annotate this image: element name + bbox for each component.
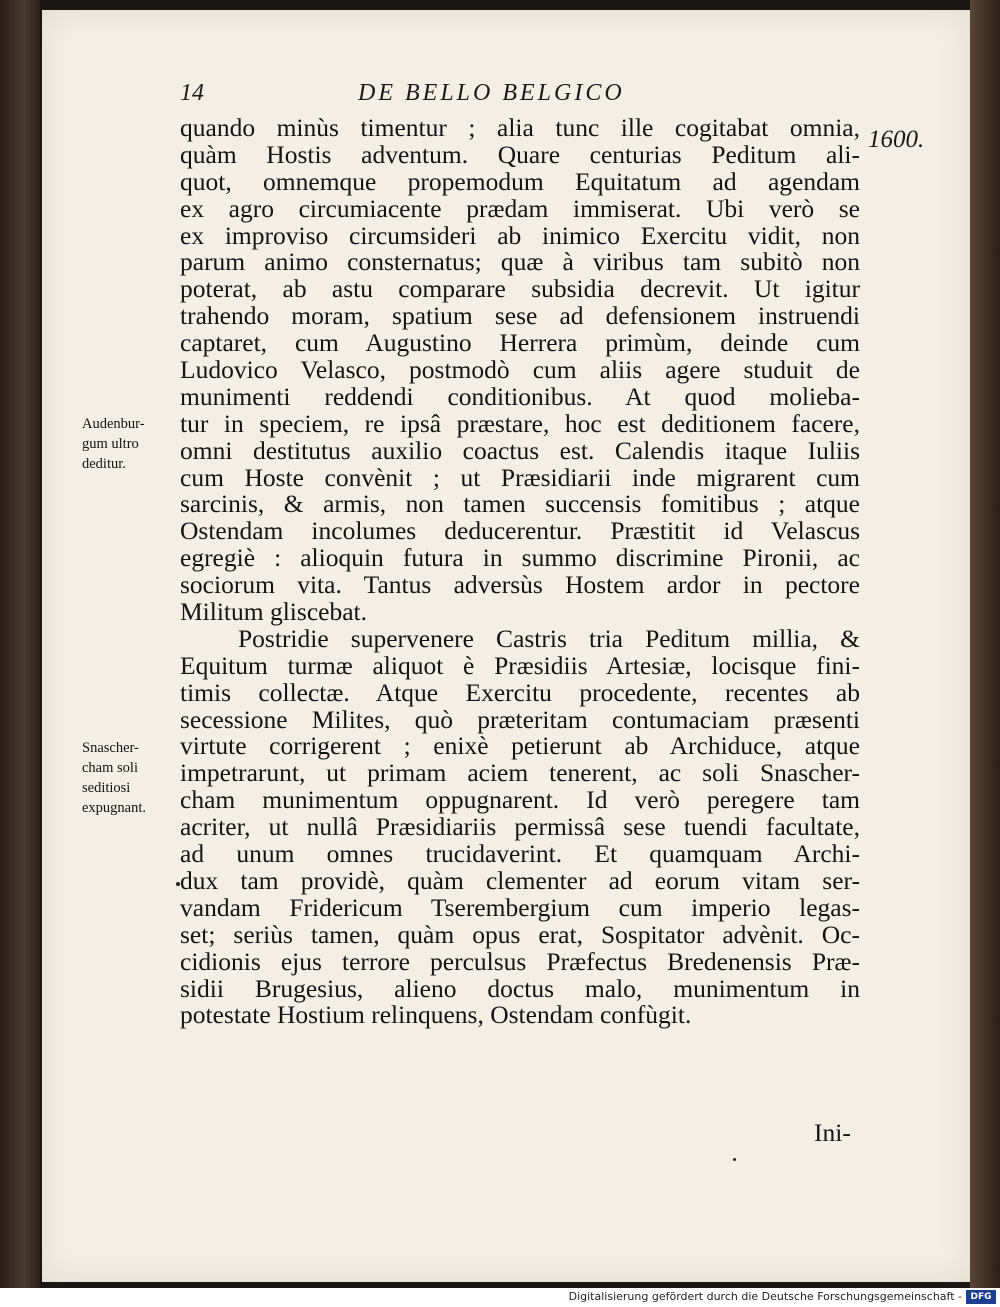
text-line: sociorum vita. Tantus adversùs Hostem ardor in pectore — [180, 570, 860, 600]
text-line: timis collectæ. Atque Exercitu procedente, recentes ab — [180, 677, 860, 707]
margin-note-line: deditur. — [82, 456, 126, 472]
text-line: secessione Milites, quò præteritam contumaciam præsenti — [180, 704, 860, 734]
text-line: cidionis ejus terrore perculsus Præfectus Bredenensis Præ- — [180, 946, 860, 976]
text-line: potestate Hostium relinquens, Ostendam confùgit. — [180, 1000, 692, 1030]
margin-note-line: expugnant. — [82, 800, 147, 816]
text-line: quàm Hostis adventum. Quare centurias Peditum ali- — [180, 139, 860, 169]
body-text — [180, 115, 860, 1029]
text-line: ex improviso circumsideri ab inimico Exercitu vidit, non — [180, 220, 860, 250]
margin-note-line: Audenbur- — [82, 416, 145, 432]
text-line: set; seriùs tamen, quàm opus erat, Sospitator advènit. Oc- — [180, 919, 860, 949]
page-number: 14 — [180, 80, 204, 106]
text-line: Ludovico Velasco, postmodò cum aliis agere studuit de — [180, 355, 860, 385]
year-marginal: 1600. — [868, 126, 925, 153]
text-line: quando minùs timentur ; alia tunc ille cogitabat omnia, — [180, 113, 860, 142]
text-line: captaret, cum Augustino Herrera primùm, deinde cum — [180, 328, 860, 358]
ink-speck — [176, 882, 180, 886]
running-head — [180, 80, 860, 108]
text-line: acriter, ut nullâ Præsidiariis permissâ sese tuendi facultate, — [180, 812, 860, 842]
margin-note-line: seditiosi — [82, 780, 131, 796]
ink-speck — [733, 1158, 736, 1161]
margin-note-line: gum ultro — [82, 436, 139, 452]
text-line: munimenti reddendi conditionibus. At quod molieba- — [180, 381, 860, 411]
text-line: ad unum omnes trucidaverint. Et quamquam Archi- — [180, 839, 860, 869]
text-line: quot, omnemque propemodum Equitatum ad agendam — [180, 166, 860, 196]
text-line: virtute corrigerent ; enixè petierunt ab Archiduce, atque — [180, 731, 860, 761]
footer-bar — [0, 1288, 1000, 1307]
funding-credit: Digitalisierung gefördert durch die Deutsche Forschungsgemeinschaft - — [568, 1290, 962, 1303]
text-line: Equitum turmæ aliquot è Præsidiis Artesiæ, locisque fini- — [180, 650, 860, 680]
text-line: dux tam providè, quàm clementer ad eorum vitam ser- — [180, 865, 860, 895]
text-line: tur in speciem, re ipsâ præstare, hoc est deditionem facere, — [180, 408, 860, 438]
page-stack-edge — [970, 0, 1000, 1288]
text-line: vandam Fridericum Tserembergium cum imperio legas- — [180, 892, 860, 922]
binding-edge — [0, 0, 40, 1288]
text-line: Ostendam incolumes deducerentur. Præstitit id Velascus — [180, 516, 860, 546]
text-line: poterat, ab astu comparare subsidia decrevit. Ut igitur — [180, 274, 860, 304]
running-title: DE BELLO BELGICO — [358, 80, 625, 106]
margin-note-snascherdam — [82, 738, 182, 818]
text-line: impetrarunt, ut primam aciem tenerent, ac soli Snascher- — [180, 758, 860, 788]
text-line: egregiè : alioquin futura in summo discrimine Pironii, ac — [180, 543, 860, 573]
text-line: Postridie supervenere Castris tria Peditum millia, & — [238, 623, 860, 653]
text-line: Militum gliscebat. — [180, 597, 367, 627]
margin-note-line: cham soli — [82, 760, 138, 776]
text-line: sarcinis, & armis, non tamen succensis fomitibus ; atque — [180, 489, 860, 519]
margin-note-line: Snascher- — [82, 740, 139, 756]
text-line: cum Hoste convènit ; ut Præsidiarii inde migrarent cum — [180, 462, 860, 492]
dfg-logo: DFG — [966, 1290, 996, 1304]
text-line: parum animo consternatus; quæ à viribus tam subitò non — [180, 247, 860, 277]
margin-note-audenburgum — [82, 414, 182, 474]
text-line: cham munimentum oppugnarent. Id verò peregere tam — [180, 785, 860, 815]
text-line: omni destitutus auxilio coactus est. Calendis itaque Iuliis — [180, 435, 860, 465]
text-line: ex agro circumiacente prædam immiserat. Ubi verò se — [180, 193, 860, 223]
text-line: sidii Brugesius, alieno doctus malo, munimentum in — [180, 973, 860, 1003]
text-line: trahendo moram, spatium sese ad defensionem instruendi — [180, 301, 860, 331]
catchword: Ini- — [814, 1118, 851, 1147]
